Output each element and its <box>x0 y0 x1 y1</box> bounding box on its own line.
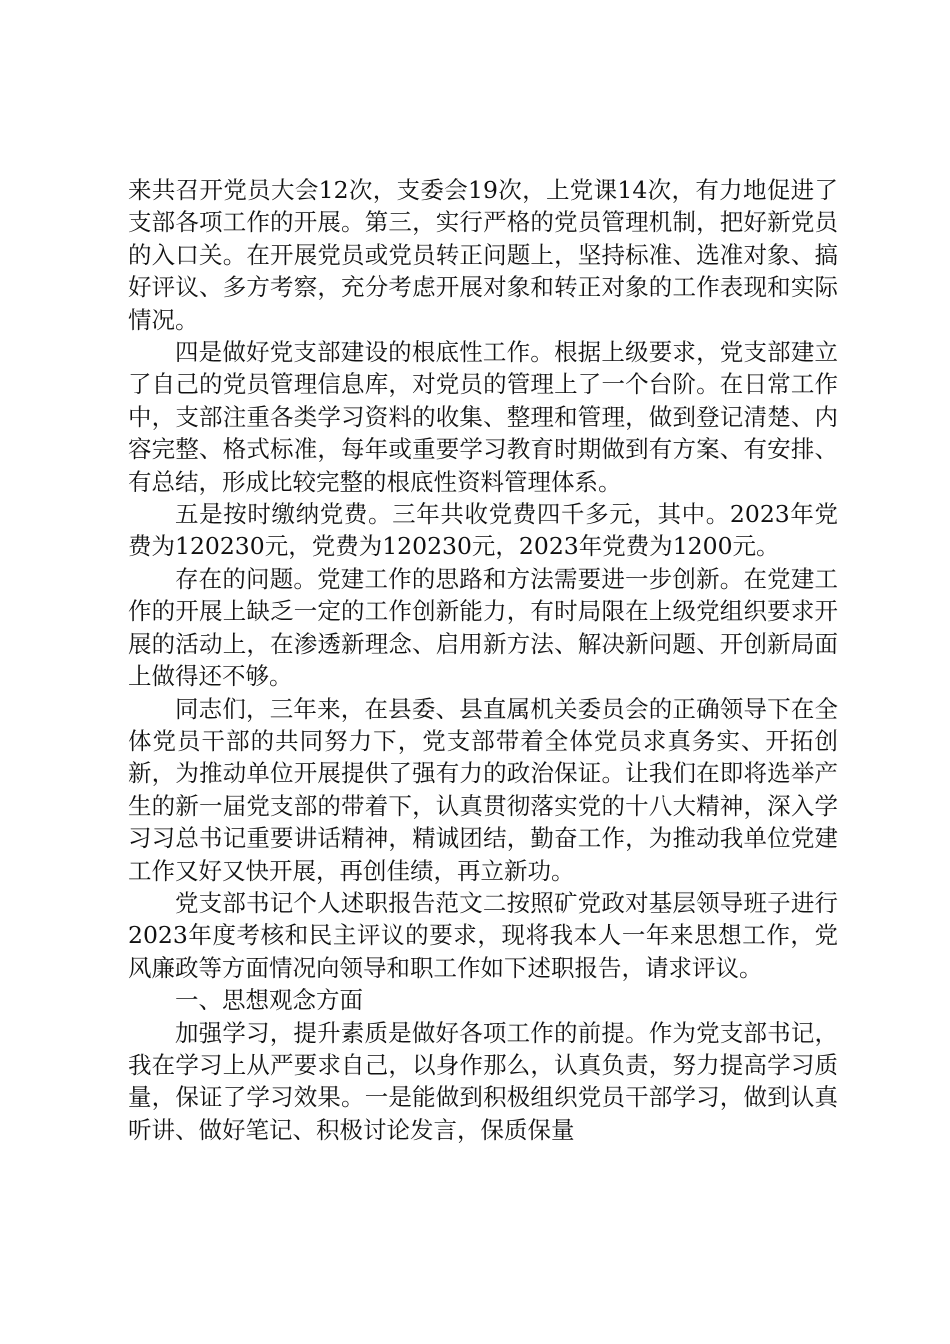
paragraph-4: 存在的问题。党建工作的思路和方法需要进一步创新。在党建工作的开展上缺乏一定的工作创新能力，有时局限在上级党组织要求开展的活动上，在渗透新理念、启用新方法、解决新问题、开创新局面上做得还不够。 <box>128 564 838 691</box>
paragraph-5: 同志们，三年来，在县委、县直属机关委员会的正确领导下在全体党员干部的共同努力下，党支部带着全体党员求真务实、开拓创新，为推动单位开展提供了强有力的政治保证。让我们在即将选举产生的新一届党支部的带着下，认真贯彻落实党的十八大精神，深入学习习总书记重要讲话精神，精诚团结，勤奋工作，为推动我单位党建工作又好又快开展，再创佳绩，再立新功。 <box>128 694 838 885</box>
document-body <box>128 174 838 1146</box>
paragraph-1: 来共召开党员大会12次，支委会19次，上党课14次，有力地促进了支部各项工作的开展。第三，实行严格的党员管理机制，把好新党员的入口关。在开展党员或党员转正问题上，坚持标准、选准对象、搞好评议、多方考察，充分考虑开展对象和转正对象的工作表现和实际情况。 <box>128 176 838 334</box>
section-heading: 一、思想观念方面 <box>175 986 363 1015</box>
paragraph-3: 五是按时缴纳党费。三年共收党费四千多元，其中。2023年党费为120230元，党费为120230元，2023年党费为1200元。 <box>128 500 838 561</box>
paragraph-7: 加强学习，提升素质是做好各项工作的前提。作为党支部书记，我在学习上从严要求自己，以身作那么，认真负责，努力提高学习质量，保证了学习效果。一是能做到积极组织党员干部学习，做到认真听讲、做好笔记、积极讨论发言，保质保量 <box>128 1018 838 1144</box>
paragraph-2: 四是做好党支部建设的根底性工作。根据上级要求，党支部建立了自己的党员管理信息库，对党员的管理上了一个台阶。在日常工作中，支部注重各类学习资料的收集、整理和管理，做到登记清楚、内容完整、格式标准，每年或重要学习教育时期做到有方案、有安排、有总结，形成比较完整的根底性资料管理体系。 <box>128 338 838 496</box>
paragraph-6: 党支部书记个人述职报告范文二按照矿党政对基层领导班子进行2023年度考核和民主评议的要求，现将我本人一年来思想工作，党风廉政等方面情况向领导和职工作如下述职报告，请求评议。 <box>128 888 838 982</box>
